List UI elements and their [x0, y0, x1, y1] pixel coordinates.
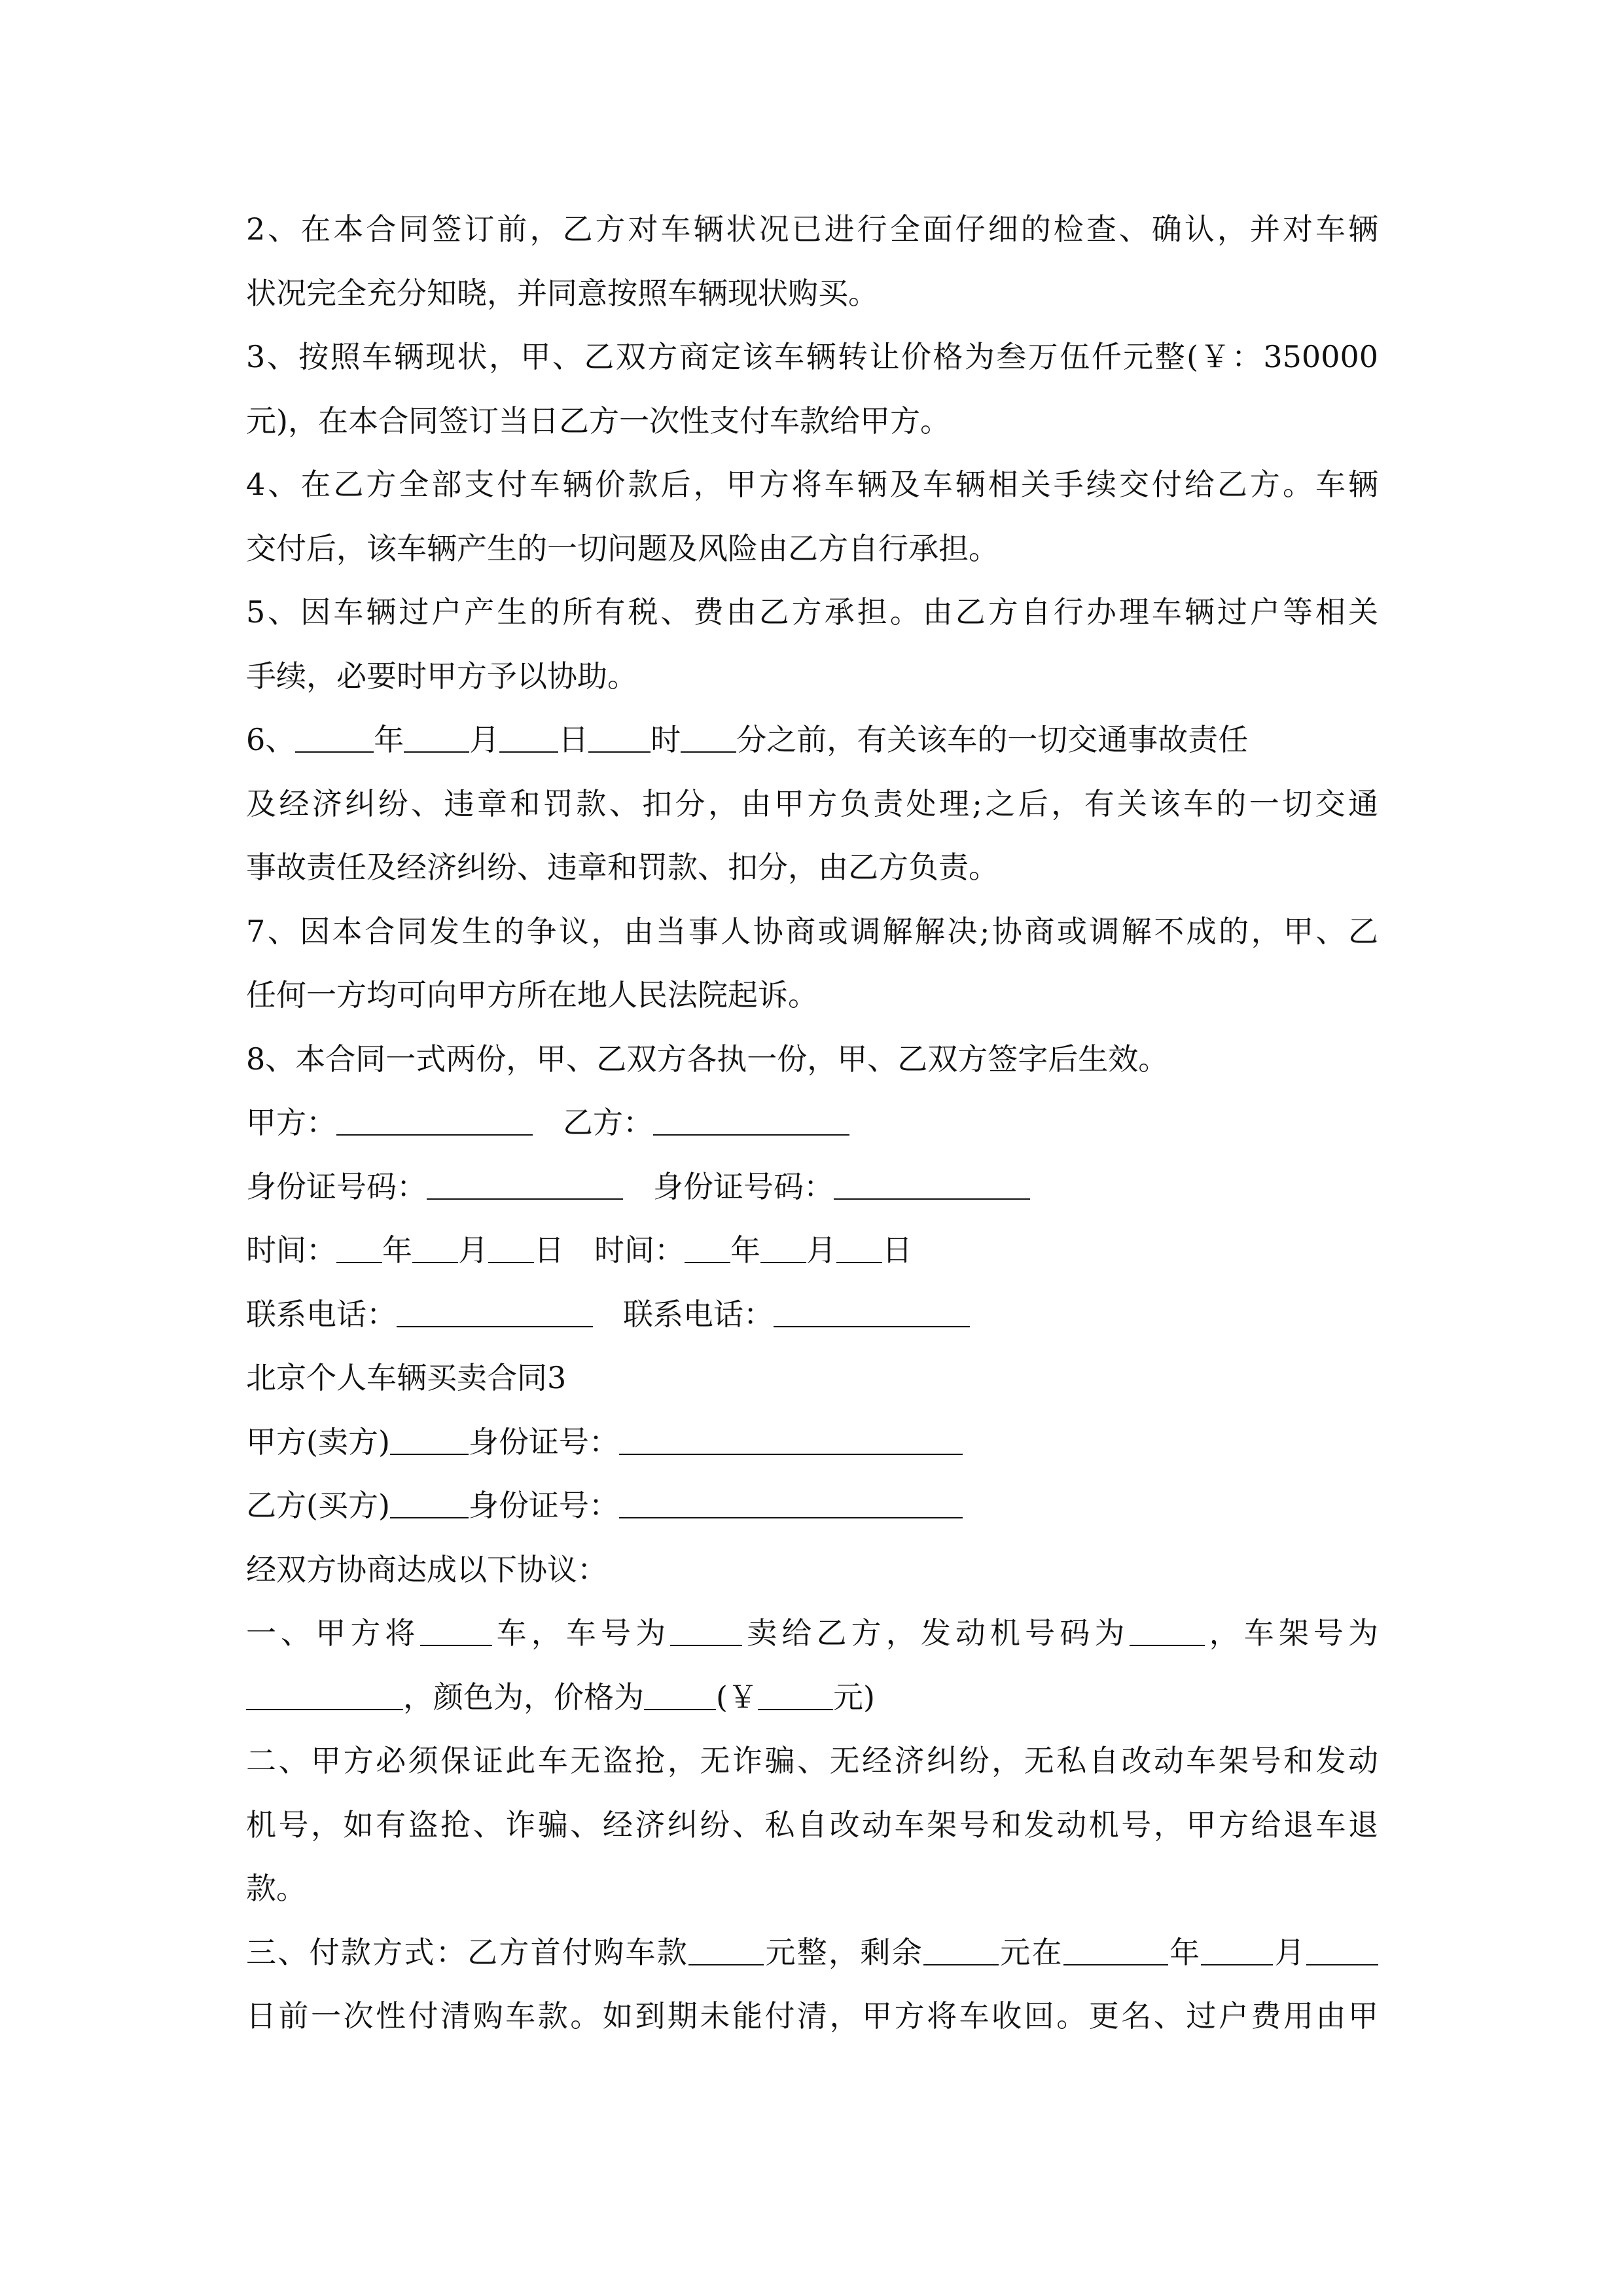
- clause-5-line-1: 5、因车辆过户产生的所有税、费由乙方承担。由乙方自行办理车辆过户等相关: [246, 594, 1378, 630]
- party-a-blank[interactable]: [336, 1105, 533, 1136]
- art1-text-b: 车，车号为: [491, 1615, 671, 1651]
- article-1-line-2: [246, 1677, 875, 1717]
- engine-number-blank[interactable]: [1130, 1616, 1205, 1646]
- id-blank-b[interactable]: [834, 1170, 1030, 1200]
- article-2-line-2: 机号，如有盗抢、诈骗、经济纠纷、私自改动车架号和发动机号，甲方给退车退: [246, 1807, 1378, 1842]
- sign-id-row: [246, 1167, 1030, 1206]
- price-blank[interactable]: [644, 1680, 716, 1710]
- clause-2-line-1: 2、在本合同签订前，乙方对车辆状况已进行全面仔细的检查、确认，并对车辆: [246, 211, 1378, 247]
- year-label-b: 年: [730, 1232, 760, 1268]
- month-blank-b[interactable]: [760, 1233, 806, 1263]
- article-3-line-1: [246, 1933, 1378, 1972]
- clause-4-line-1: 4、在乙方全部支付车辆价款后，甲方将车辆及车辆相关手续交付给乙方。车辆: [246, 467, 1378, 502]
- pay-day-blank[interactable]: [1306, 1935, 1378, 1965]
- price-number-blank[interactable]: [758, 1680, 833, 1710]
- clause-4-line-2: 交付后，该车辆产生的一切问题及风险由乙方自行承担。: [246, 531, 999, 566]
- buyer-label: 乙方(买方): [246, 1488, 390, 1523]
- year-blank-a[interactable]: [336, 1233, 382, 1263]
- clause-7-line-2: 任何一方均可向甲方所在地人民法院起诉。: [246, 977, 818, 1013]
- car-model-blank[interactable]: [420, 1616, 492, 1646]
- seller-label: 甲方(卖方): [246, 1424, 390, 1460]
- art1-text-d: ，车架号为: [1204, 1615, 1379, 1651]
- month-label-b: 月: [806, 1232, 836, 1268]
- clause-5-line-2: 手续，必要时甲方予以协助。: [246, 658, 637, 694]
- label-month: 月: [469, 722, 500, 757]
- label-year: 年: [374, 722, 404, 757]
- day-blank-b[interactable]: [836, 1233, 882, 1263]
- art3-text-e: 月: [1273, 1935, 1307, 1970]
- clause-7-line-1: 7、因本合同发生的争议，由当事人协商或调解解决;协商或调解不成的，甲、乙: [246, 914, 1378, 949]
- remaining-blank[interactable]: [923, 1935, 999, 1965]
- party-b-blank[interactable]: [653, 1105, 849, 1136]
- blank-month[interactable]: [404, 723, 469, 753]
- seller-name-blank[interactable]: [390, 1425, 469, 1455]
- art3-text-a: 三、付款方式：乙方首付购车款: [246, 1935, 689, 1970]
- clause-6-line-3: 事故责任及经济纠纷、违章和罚款、扣分，由乙方负责。: [246, 850, 999, 885]
- art3-text-b: 元整，剩余: [764, 1935, 923, 1970]
- party-b-label: 乙方：: [563, 1105, 653, 1140]
- blank-minute[interactable]: [681, 723, 736, 753]
- art3-text-d: 年: [1168, 1935, 1202, 1970]
- clause-6-line-2: 及经济纠纷、违章和罚款、扣分，由甲方负责处理;之后，有关该车的一切交通: [246, 786, 1378, 821]
- art1-text-e: ，颜色为，价格为: [403, 1679, 644, 1715]
- agreement-intro: 经双方协商达成以下协议：: [246, 1552, 607, 1587]
- sign-date-row: [246, 1230, 912, 1270]
- party-a-label: 甲方：: [246, 1105, 336, 1140]
- down-payment-blank[interactable]: [688, 1935, 764, 1965]
- art1-text-a: 一、甲方将: [246, 1615, 420, 1651]
- blank-day[interactable]: [499, 723, 558, 753]
- clause-3-line-1: 3、按照车辆现状，甲、乙双方商定该车辆转让价格为叁万伍仟元整(￥：350000: [246, 339, 1378, 374]
- frame-number-blank[interactable]: [246, 1680, 403, 1710]
- clause-6-line-1-rest: 分之前，有关该车的一切交通事故责任: [736, 722, 1249, 757]
- sign-party-row: [246, 1103, 849, 1142]
- phone-label-b: 联系电话：: [623, 1297, 774, 1332]
- year-blank-b[interactable]: [685, 1233, 730, 1263]
- seller-id-blank[interactable]: [619, 1425, 963, 1455]
- time-label-a: 时间：: [246, 1232, 336, 1268]
- seller-id-label: 身份证号：: [468, 1424, 619, 1460]
- phone-blank-b[interactable]: [774, 1297, 970, 1327]
- art1-text-g: 元): [832, 1679, 875, 1715]
- clause-6-number: 6、: [246, 722, 296, 757]
- month-blank-a[interactable]: [412, 1233, 458, 1263]
- id-label-a: 身份证号码：: [246, 1169, 427, 1204]
- id-label-b: 身份证号码：: [653, 1169, 834, 1204]
- clause-2-line-2: 状况完全充分知晓，并同意按照车辆现状购买。: [246, 276, 878, 311]
- buyer-id-label: 身份证号：: [468, 1488, 619, 1523]
- article-2-line-1: 二、甲方必须保证此车无盗抢，无诈骗、无经济纠纷，无私自改动车架号和发动: [246, 1743, 1378, 1778]
- phone-label-a: 联系电话：: [246, 1297, 397, 1332]
- seller-row: [246, 1422, 963, 1462]
- art3-text-c: 元在: [998, 1935, 1063, 1970]
- label-day: 日: [558, 722, 589, 757]
- month-label-a: 月: [458, 1232, 488, 1268]
- phone-blank-a[interactable]: [397, 1297, 593, 1327]
- blank-hour[interactable]: [588, 723, 651, 753]
- day-label-b: 日: [882, 1232, 912, 1268]
- clause-6-line-1: [246, 720, 1248, 759]
- buyer-row: [246, 1486, 963, 1525]
- clause-3-line-2: 元)，在本合同签订当日乙方一次性支付车款给甲方。: [246, 403, 950, 439]
- buyer-id-blank[interactable]: [619, 1488, 963, 1518]
- sign-phone-row: [246, 1295, 970, 1334]
- time-label-b: 时间：: [594, 1232, 685, 1268]
- article-1-line-1: [246, 1613, 1378, 1653]
- contract-3-title: 北京个人车辆买卖合同3: [246, 1360, 567, 1395]
- pay-year-blank[interactable]: [1063, 1935, 1168, 1965]
- art1-text-c: 卖给乙方，发动机号码为: [742, 1615, 1130, 1651]
- label-hour: 时: [651, 722, 681, 757]
- day-blank-a[interactable]: [488, 1233, 534, 1263]
- pay-month-blank[interactable]: [1201, 1935, 1273, 1965]
- day-label-a: 日: [534, 1232, 564, 1268]
- year-label-a: 年: [382, 1232, 412, 1268]
- article-3-line-2: 日前一次性付清购车款。如到期未能付清，甲方将车收回。更名、过户费用由甲: [246, 1998, 1378, 2034]
- art1-text-f: (￥: [716, 1679, 758, 1715]
- clause-8-line-1: 8、本合同一式两份，甲、乙双方各执一份，甲、乙双方签字后生效。: [246, 1041, 1169, 1077]
- blank-year[interactable]: [295, 723, 374, 753]
- article-2-line-3: 款。: [246, 1871, 306, 1906]
- plate-number-blank[interactable]: [670, 1616, 742, 1646]
- id-blank-a[interactable]: [427, 1170, 623, 1200]
- buyer-name-blank[interactable]: [390, 1488, 469, 1518]
